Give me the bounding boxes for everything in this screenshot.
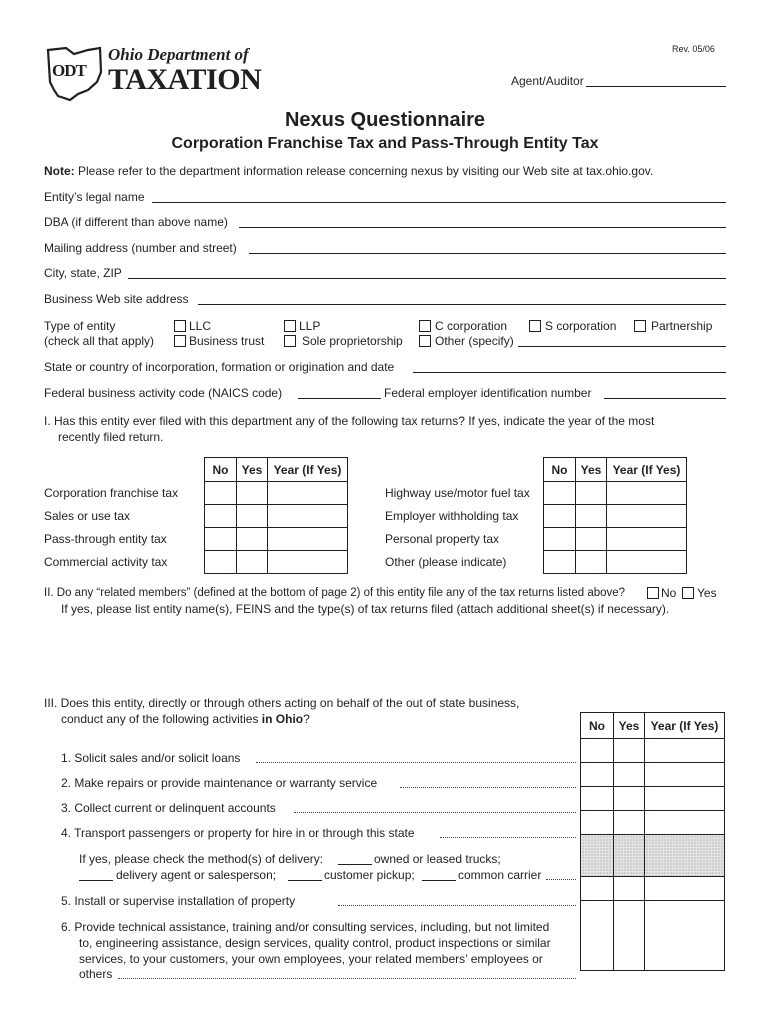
section3-q-end: ? [303,712,310,726]
no-cell[interactable] [581,877,614,901]
yes-cell[interactable] [614,739,645,763]
section2-question: II. Do any “related members” (defined at the bottom of page 2) of this entity file any of the tax returns listed above? [44,587,626,599]
customer-pickup-field[interactable] [288,880,322,881]
section3-q-text: conduct any of the following activities [61,712,262,726]
partnership-checkbox[interactable] [634,320,646,332]
mailing-address-label: Mailing address (number and street) [44,241,237,255]
activity-4: 4. Transport passengers or property for hire in or through this state [61,826,415,840]
col-no: No [581,713,614,739]
agency-logo [44,42,264,104]
dba-label: DBA (if different than above name) [44,215,228,229]
partnership-label: Partnership [651,319,713,333]
legal-name-label: Entity’s legal name [44,190,145,204]
naics-label: Federal business activity code (NAICS code) [44,386,283,400]
year-cell[interactable] [645,787,725,811]
section3-q-bold: in Ohio [261,712,304,726]
note-label: Note: [44,164,75,178]
col-year: Year (If Yes) [607,458,687,482]
section3-table [580,712,725,971]
yes-cell[interactable] [614,787,645,811]
c-corporation-checkbox[interactable] [419,320,431,332]
naics-field[interactable] [298,398,381,399]
section1-question: I. Has this entity ever filed with this department any of the following tax returns? If yes, indicate the year of the most [44,414,655,428]
sole-proprietorship-label: Sole proprietorship [302,334,403,348]
no-cell[interactable] [544,482,576,505]
delivery-agent-field[interactable] [79,880,113,881]
business-trust-checkbox[interactable] [174,335,186,347]
col-no: No [544,458,576,482]
common-carrier-field[interactable] [422,880,456,881]
col-yes: Yes [237,458,268,482]
col-yes: Yes [576,458,607,482]
section2-instruction: If yes, please list entity name(s), FEINS and the type(s) of tax returns filed (attach additional sheet(s) if necessary). [61,602,670,616]
leader-dots [440,837,576,838]
agent-auditor-label: Agent/Auditor [511,74,584,88]
col-year: Year (If Yes) [645,713,725,739]
section2-no-checkbox[interactable] [647,587,659,599]
yes-cell[interactable] [237,505,268,528]
owned-trucks-field[interactable] [338,864,372,865]
yes-cell[interactable] [614,901,645,971]
year-cell[interactable] [645,901,725,971]
fein-field[interactable] [604,398,726,399]
leader-dots [546,879,576,880]
yes-cell[interactable] [614,763,645,787]
section2-no-label: No [661,586,677,600]
entity-type-hint: (check all that apply) [44,334,155,348]
business-trust-label: Business trust [189,334,265,348]
row-personal-property: Personal property tax [385,532,500,546]
row-commercial-activity: Commercial activity tax [44,555,168,569]
leader-dots [294,812,576,813]
section3-question: III. Does this entity, directly or through others acting on behalf of the out of state business, [44,696,520,710]
year-cell[interactable] [645,739,725,763]
llp-label: LLP [299,319,321,333]
agent-auditor-field[interactable] [586,86,726,87]
section2-yes-label: Yes [697,586,717,600]
web-site-label: Business Web site address [44,292,189,306]
shaded-cell [614,835,645,877]
dba-field[interactable] [239,227,726,228]
no-cell[interactable] [205,528,237,551]
activity-6-cont: to, engineering assistance, design services, quality control, product inspections or similar [79,936,551,950]
activity-1: 1. Solicit sales and/or solicit loans [61,751,241,765]
other-specify-label: Other (specify) [435,334,514,348]
logo-abbr: ODT [52,61,86,80]
year-cell[interactable] [645,877,725,901]
llc-label: LLC [189,319,212,333]
year-cell[interactable] [268,505,348,528]
no-cell[interactable] [581,901,614,971]
no-cell[interactable] [581,787,614,811]
entity-type-label: Type of entity [44,319,116,333]
activity-3: 3. Collect current or delinquent accounts [61,801,276,815]
row-employer-withholding: Employer withholding tax [385,509,519,523]
s-corporation-label: S corporation [545,319,617,333]
year-cell[interactable] [268,482,348,505]
year-cell[interactable] [268,528,348,551]
llc-checkbox[interactable] [174,320,186,332]
activity-6: 6. Provide technical assistance, training and/or consulting services, including, but not limited [61,920,550,934]
logo-line2: TAXATION [108,63,262,96]
no-cell[interactable] [205,505,237,528]
no-cell[interactable] [544,528,576,551]
no-cell[interactable] [205,551,237,574]
section1-question-cont: recently filed return. [58,430,164,444]
fein-label: Federal employer identification number [384,386,592,400]
col-year: Year (If Yes) [268,458,348,482]
year-cell[interactable] [645,811,725,835]
no-cell[interactable] [581,763,614,787]
logo-line1: Ohio Department of [108,45,249,64]
delivery-intro: If yes, please check the method(s) of delivery: [79,852,324,866]
mailing-address-field[interactable] [249,253,726,254]
activity-6-cont: services, to your customers, your own employees, your related members’ employees or [79,952,543,966]
shaded-cell [645,835,725,877]
yes-cell[interactable] [237,551,268,574]
row-sales-use: Sales or use tax [44,509,131,523]
yes-cell[interactable] [576,528,607,551]
no-cell[interactable] [581,739,614,763]
yes-cell[interactable] [237,528,268,551]
legal-name-field[interactable] [152,202,726,203]
shaded-cell [581,835,614,877]
yes-cell[interactable] [237,482,268,505]
year-cell[interactable] [645,763,725,787]
section3-question-cont [61,712,310,726]
year-cell[interactable] [607,528,687,551]
other-specify-checkbox[interactable] [419,335,431,347]
leader-dots [256,762,576,763]
owned-trucks-label: owned or leased trucks; [374,852,501,866]
page-subtitle: Corporation Franchise Tax and Pass-Through Entity Tax [171,135,599,152]
activity-5: 5. Install or supervise installation of property [61,894,296,908]
note-text: Please refer to the department information release concerning nexus by visiting our Web site at tax.ohio.gov. [78,164,654,178]
llp-checkbox[interactable] [284,320,296,332]
yes-cell[interactable] [614,811,645,835]
s-corporation-checkbox[interactable] [529,320,541,332]
row-other-indicate: Other (please indicate) [385,555,507,569]
year-cell[interactable] [268,551,348,574]
col-no: No [205,458,237,482]
note [44,164,653,178]
yes-cell[interactable] [614,877,645,901]
delivery-agent-label: delivery agent or salesperson; [116,868,277,882]
year-cell[interactable] [607,505,687,528]
leader-dots [400,787,576,788]
no-cell[interactable] [205,482,237,505]
revision-label: Rev. 05/06 [672,44,715,54]
yes-cell[interactable] [576,505,607,528]
web-site-field[interactable] [198,304,726,305]
yes-cell[interactable] [576,482,607,505]
page-title: Nexus Questionnaire [284,109,486,131]
c-corporation-label: C corporation [435,319,508,333]
year-cell[interactable] [607,482,687,505]
other-specify-field[interactable] [518,346,726,347]
section1-right-table [543,457,687,574]
leader-dots [338,905,576,906]
activity-2: 2. Make repairs or provide maintenance or warranty service [61,776,378,790]
year-cell[interactable] [607,551,687,574]
section2-yes-checkbox[interactable] [682,587,694,599]
common-carrier-label: common carrier [458,868,542,882]
section1-left-table [204,457,348,574]
row-highway-fuel: Highway use/motor fuel tax [385,486,530,500]
sole-proprietorship-checkbox[interactable] [284,335,296,347]
customer-pickup-label: customer pickup; [324,868,415,882]
row-pass-through: Pass-through entity tax [44,532,167,546]
state-incorporation-field[interactable] [413,372,726,373]
city-state-zip-label: City, state, ZIP [44,266,122,280]
no-cell[interactable] [581,811,614,835]
state-incorporation-label: State or country of incorporation, formation or origination and date [44,360,395,374]
no-cell[interactable] [544,505,576,528]
col-yes: Yes [614,713,645,739]
activity-6-cont: others [79,967,113,981]
leader-dots [118,978,576,979]
city-state-zip-field[interactable] [128,278,726,279]
yes-cell[interactable] [576,551,607,574]
row-corp-franchise: Corporation franchise tax [44,486,179,500]
no-cell[interactable] [544,551,576,574]
